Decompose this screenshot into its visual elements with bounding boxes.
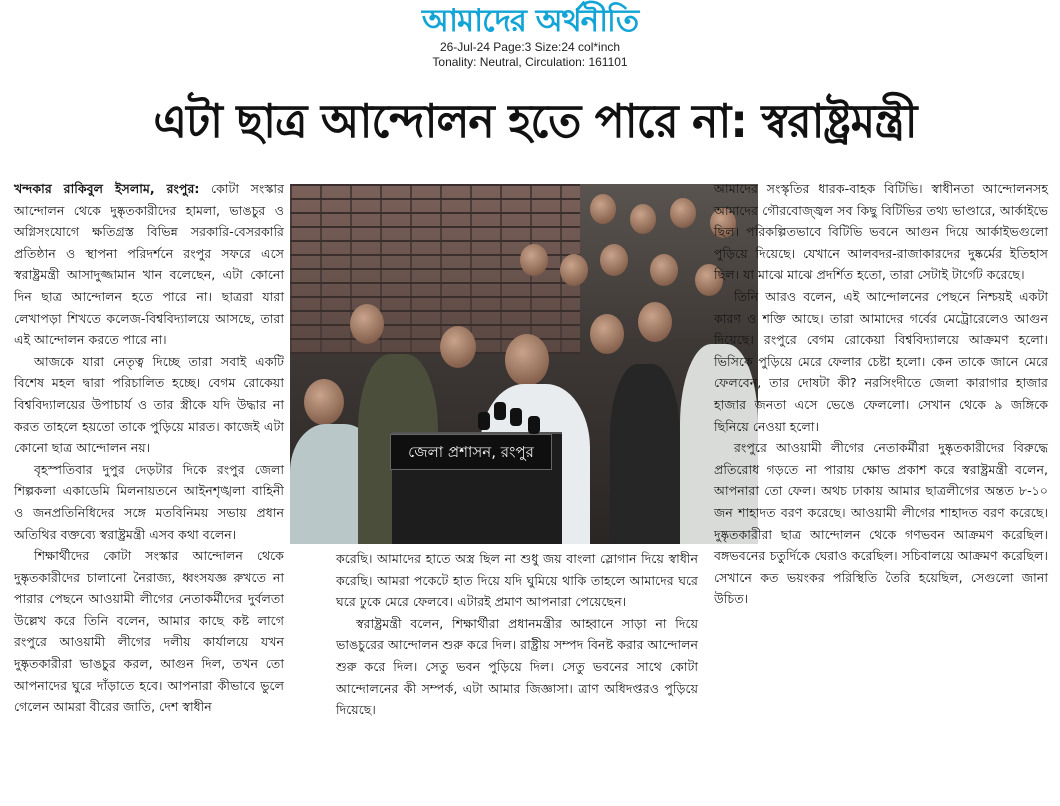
crowd-person (600, 244, 628, 276)
crowd-person (630, 204, 656, 234)
article-paragraph (14, 178, 284, 351)
article-paragraph: রংপুরে আওয়ামী লীগের নেতাকর্মীরা দুষ্কৃতকারীদের বিরুদ্ধে প্রতিরোধ গড়তে না পারায় ক্ষোভ প্রকাশ করে স্বরাষ্ট্রমন্ত্রী বলেন, আপনারা তো ফেল। অথচ ঢাকায় আমার ছাত্রলীগের অন্তত ৮-১০ জন শাহাদত বরণ করেছে। আওয়ামী লীগের শাহাদত বরণ করেছে। দুষ্কৃতকারীরা ছাত্র আন্দোলন থেকে গণভবন আক্রমণ করেছিল। বঙ্গভবনের চতুর্দিকে ঘেরাও করেছিল। সচিবালয়ে আক্রমণ করেছিল। সেখানে কত ভয়ংকর পরিস্থিতি তৈরি হয়েছিল, সেগুলো জানা উচিত। (714, 440, 1048, 607)
podium-sign: জেলা প্রশাসন, রংপুর (390, 434, 552, 470)
article-paragraph: আমাদের সংস্কৃতির ধারক-বাহক বিটিভি। স্বাধীনতা আন্দোলনসহ আমাদের গৌরবোজ্জ্বল সব কিছু বিটিভির তথ্য ভাণ্ডারে, আর্কাইভে ছিল। পরিকল্পিতভাবে বিটিভি ভবনে আগুন দিয়ে আর্কাইভগুলো পুড়িয়ে দিয়েছে। যেখানে আলবদর-রাজাকারদের দুষ্কর্মের ইতিহাস ছিল। যা মাঝে মাঝে প্রদর্শিত হতো, তারা সেটাই টার্গেট করেছে। (714, 181, 1048, 283)
article-paragraph: শিক্ষার্থীদের কোটা সংস্কার আন্দোলন থেকে দুষ্কৃতকারীদের চালানো নৈরাজ্য, ধ্বংসযজ্ঞ রুখতে না পারার পেছনে আওয়ামী লীগের নেতাকর্মীদের দুর্বলতা উল্লেখ করে তিনি বলেন, আমার কাছে কষ্ট লাগে রংপুরে আওয়ামী লীগের দলীয় কার্যালয়ে যখন দুষ্কৃতকারীরা ভাঙচুর করল, আগুন দিল, তখন তো আপনাদের ঘুরে দাঁড়াতে হবে। আপনারা কীভাবে ভুলে গেলেন আমরা বীরের জাতি, দেশ স্বাধীন (14, 548, 284, 715)
masthead (0, 2, 1060, 70)
crowd-person (638, 302, 672, 342)
crowd-person (590, 314, 624, 354)
article-column-1 (14, 178, 284, 718)
article-byline: খন্দকার রাকিবুল ইসলাম, রংপুর: (14, 181, 200, 196)
crowd-person (350, 304, 384, 344)
crowd-person (670, 198, 696, 228)
crowd-person (304, 379, 344, 425)
article-column-3 (714, 178, 1048, 610)
article-paragraph: করেছি। আমাদের হাতে অস্ত্র ছিল না শুধু জয় বাংলা স্লোগান দিয়ে স্বাধীন করেছি। আমরা পকেটে হাত দিয়ে যদি ঘুমিয়ে থাকি তাহলে আমাদের ঘরে ঘরে ঢুকে মেরে ফেলবে। এটারই প্রমাণ আপনারা পেয়েছেন। (336, 551, 698, 610)
speaker-head (505, 334, 549, 386)
microphone-icon (478, 412, 490, 430)
microphone-icon (510, 408, 522, 426)
microphone-icon (528, 416, 540, 434)
article-paragraph: তিনি আরও বলেন, এই আন্দোলনের পেছনে নিশ্চয়ই একটা কারণ ও শক্তি আছে। তারা আমাদের গর্বের মেট্রোরেলেও আগুন দিয়েছে। রংপুরে বেগম রোকেয়া বিশ্ববিদ্যালয়ে আক্রমণ হলো। ভিসিকে পুড়িয়ে মেরে ফেলার চেষ্টা হলো। কেন তাকে জানে মেরে ফেলবেন, তার দোষটা কী? নরসিংদীতে জেলা কারাগার হাজার হাজার জনতা এসে ভেঙে ফেললো। সেখান থেকে ৯ জঙ্গিকে ছিনিয়ে নেওয়া হলো। (714, 288, 1048, 434)
article-paragraph: বৃহস্পতিবার দুপুর দেড়টার দিকে রংপুর জেলা শিল্পকলা একাডেমি মিলনায়তনে আইনশৃঙ্খলা বাহিনী ও জনপ্রতিনিধিদের সঙ্গে মতবিনিময় সভায় প্রধান অতিথির বক্তব্যে স্বরাষ্ট্রমন্ত্রী এসব কথা বলেন। (14, 461, 284, 542)
microphone-icon (494, 402, 506, 420)
microphones (478, 402, 548, 438)
article-photo (290, 184, 758, 544)
clipping-meta-line2: Tonality: Neutral, Circulation: 161101 (432, 55, 628, 69)
person-suit (610, 364, 680, 544)
crowd-person (590, 194, 616, 224)
article-paragraph: আজকে যারা নেতৃত্ব দিচ্ছে তারা সবাই একটি বিশেষ মহল দ্বারা পরিচালিত হচ্ছে। বেগম রোকেয়া বিশ্ববিদ্যালয়ের উপাচার্য ও তার স্ত্রীকে যদি উদ্ধার না করত তাহলে হয়তো তাকে পুড়িয়ে মারত। কাজেই এটা কোনো ছাত্র আন্দোলন নয়। (14, 353, 284, 456)
crowd-person (650, 254, 678, 286)
newspaper-logo: আমাদের অর্থনীতি (421, 3, 639, 39)
article-headline: এটা ছাত্র আন্দোলন হতে পারে না: স্বরাষ্ট্রমন্ত্রী (153, 94, 917, 148)
article-paragraph: স্বরাষ্ট্রমন্ত্রী বলেন, শিক্ষার্থীরা প্রধানমন্ত্রীর আহ্বানে সাড়া না দিয়ে ভাঙচুরের আন্দোলন শুরু করে দিল। রাষ্ট্রীয় সম্পদ বিনষ্ট করার আন্দোলন শুরু করে দিল। সেতু ভবন পুড়িয়ে দিল। সেতু ভবনের সাথে কোটা আন্দোলনের কী সম্পর্ক, এটা আমার জিজ্ঞাসা। ত্রাণ অধিদপ্তরও পুড়িয়ে দিয়েছে। (336, 615, 698, 718)
clipping-meta-line1: 26-Jul-24 Page:3 Size:24 col*inch (439, 40, 621, 54)
article-column-2 (336, 548, 698, 721)
paragraph-text: কোটা সংস্কার আন্দোলন থেকে দুষ্কৃতকারীদের হামলা, ভাঙচুর ও অগ্নিসংযোগে ক্ষতিগ্রস্ত বিভিন্ন সরকারি-বেসরকারি প্রতিষ্ঠান ও স্থাপনা পরিদর্শনে রংপুর সফরে এসে স্বরাষ্ট্রমন্ত্রী আসাদুজ্জামান খান বলেছেন, এটা কোনো দিন ছাত্র আন্দোলন হতে পারে না। ছাত্ররা যারা লেখাপড়া শিখতে কলেজ-বিশ্ববিদ্যালয়ে আসছে, তারা এই আন্দোলন করতে পারে না। (14, 181, 284, 348)
crowd-person (520, 244, 548, 276)
crowd-person (440, 326, 476, 368)
crowd-person (560, 254, 588, 286)
